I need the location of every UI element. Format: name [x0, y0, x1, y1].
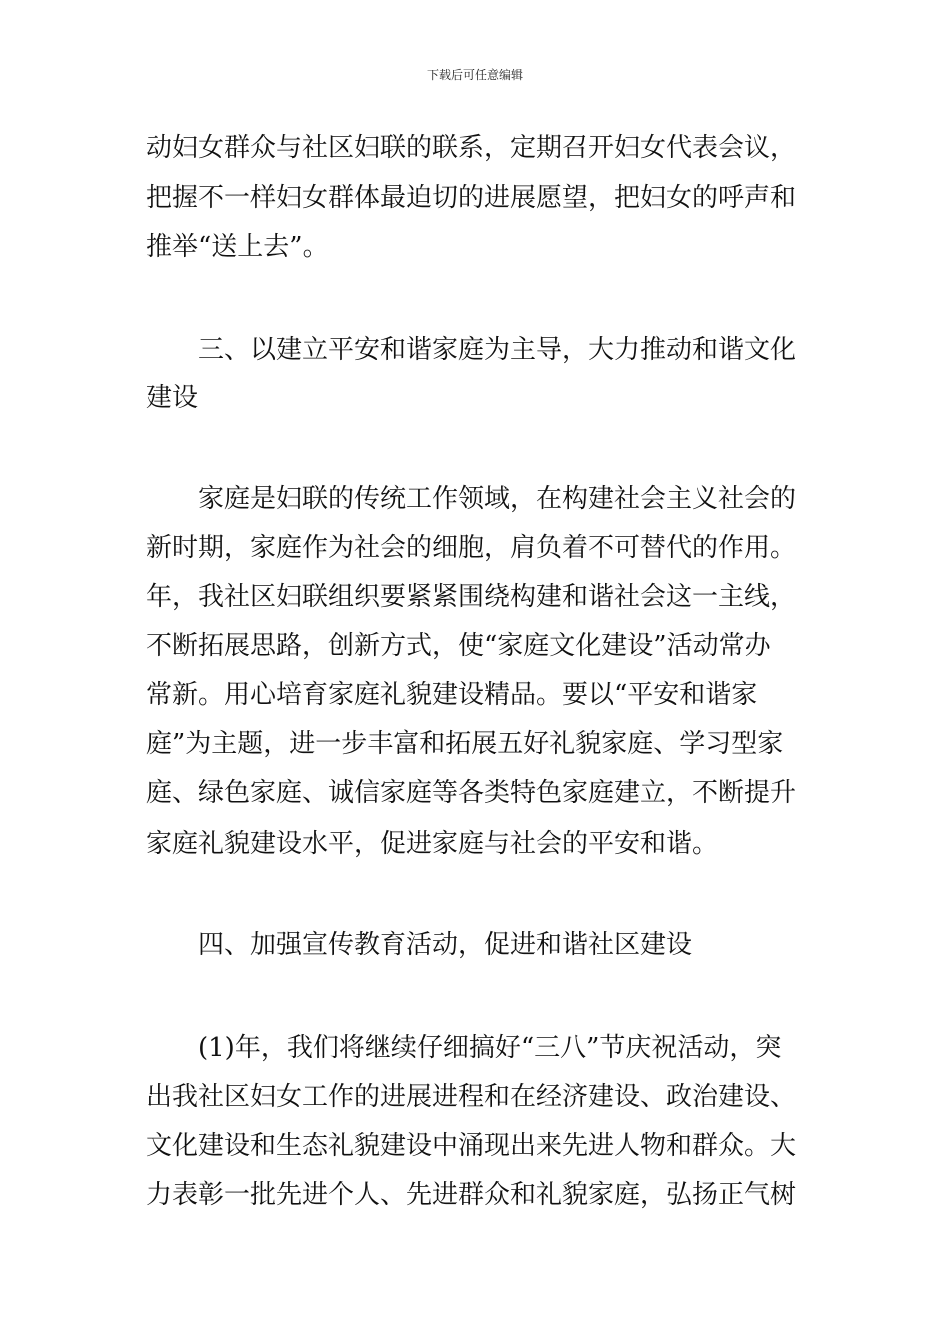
body-line: 家庭是妇联的传统工作领域，在构建社会主义社会的 [198, 484, 797, 514]
body-line: 力表彰一批先进个人、先进群众和礼貌家庭，弘扬正气树 [146, 1180, 797, 1210]
body-line: 年，我社区妇联组织要紧紧围绕构建和谐社会这一主线， [146, 582, 797, 612]
page-header: 下载后可任意编辑 [426, 68, 523, 82]
body-line: 把握不一样妇女群体最迫切的进展愿望，把妇女的呼声和 [146, 183, 797, 213]
body-line: 庭”为主题，进一步丰富和拓展五好礼貌家庭、学习型家 [146, 729, 784, 759]
body-line: 不断拓展思路，创新方式，使“家庭文化建设”活动常办 [146, 631, 771, 661]
body-line: (1)年，我们将继续仔细搞好“三八”节庆祝活动，突 [198, 1033, 782, 1063]
body-line: 文化建设和生态礼貌建设中涌现出来先进人物和群众。大 [146, 1131, 797, 1161]
body-line: 庭、绿色家庭、诚信家庭等各类特色家庭建立，不断提升 [146, 778, 797, 808]
body-line: 动妇女群众与社区妇联的联系，定期召开妇女代表会议， [146, 133, 797, 163]
body-line: 推举“送上去”。 [146, 232, 329, 262]
section-heading: 四、加强宣传教育活动，促进和谐社区建设 [198, 930, 693, 960]
body-line: 新时期，家庭作为社会的细胞，肩负着不可替代的作用。 [146, 533, 797, 563]
body-line: 出我社区妇女工作的进展进程和在经济建设、政治建设、 [146, 1082, 797, 1112]
section-heading: 三、以建立平安和谐家庭为主导，大力推动和谐文化 [198, 335, 797, 365]
section-heading: 建设 [146, 383, 199, 413]
body-line: 常新。用心培育家庭礼貌建设精品。要以“平安和谐家 [146, 680, 758, 710]
body-line: 家庭礼貌建设水平，促进家庭与社会的平安和谐。 [146, 829, 719, 859]
